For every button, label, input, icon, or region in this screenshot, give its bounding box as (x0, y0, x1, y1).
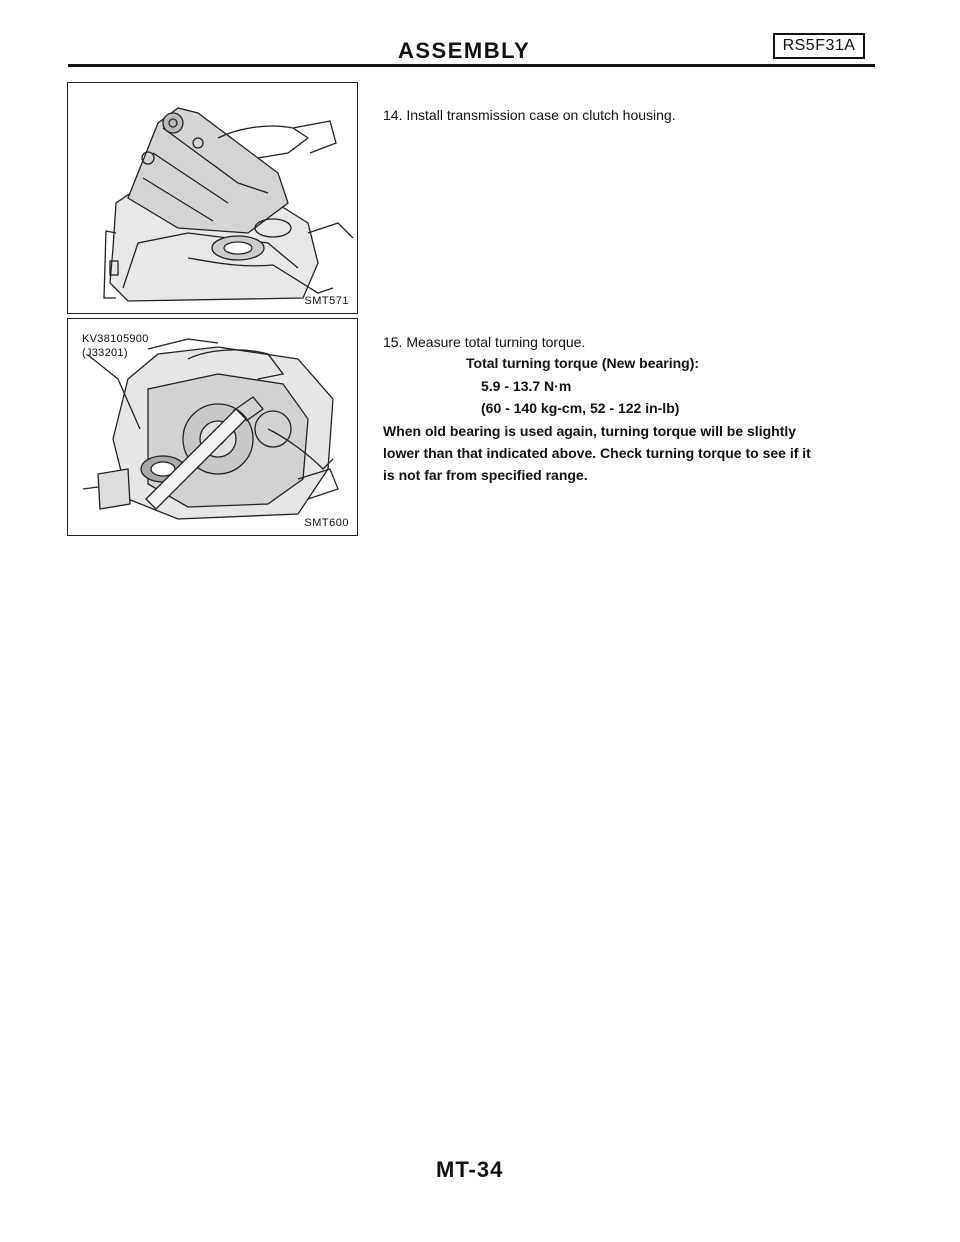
figure-code: SMT571 (304, 295, 349, 307)
spec-value-metric: 5.9 - 13.7 N·m (481, 378, 572, 394)
spec-value-alt-units: (60 - 140 kg-cm, 52 - 122 in-lb) (481, 400, 680, 416)
header-rule (68, 64, 875, 67)
figure-code: SMT600 (304, 517, 349, 529)
note-line-3: is not far from specified range. (383, 467, 588, 483)
model-code-badge: RS5F31A (773, 33, 865, 59)
spec-label: Total turning torque (New bearing): (466, 355, 700, 371)
transmission-case-illustration (68, 83, 358, 314)
step-14-text: 14. Install transmission case on clutch housing. (383, 107, 676, 123)
figure-turning-torque (67, 318, 358, 536)
note-line-2: lower than that indicated above. Check turning torque to see if it (383, 445, 811, 461)
note-line-1: When old bearing is used again, turning torque will be slightly (383, 423, 797, 439)
tool-alt-number-label: (J33201) (82, 347, 128, 359)
step-15-text: 15. Measure total turning torque. (383, 334, 586, 350)
figure-transmission-case (67, 82, 358, 314)
tool-number-label: KV38105900 (82, 333, 149, 345)
page-title: ASSEMBLY (398, 38, 531, 63)
page-number: MT-34 (436, 1157, 504, 1182)
